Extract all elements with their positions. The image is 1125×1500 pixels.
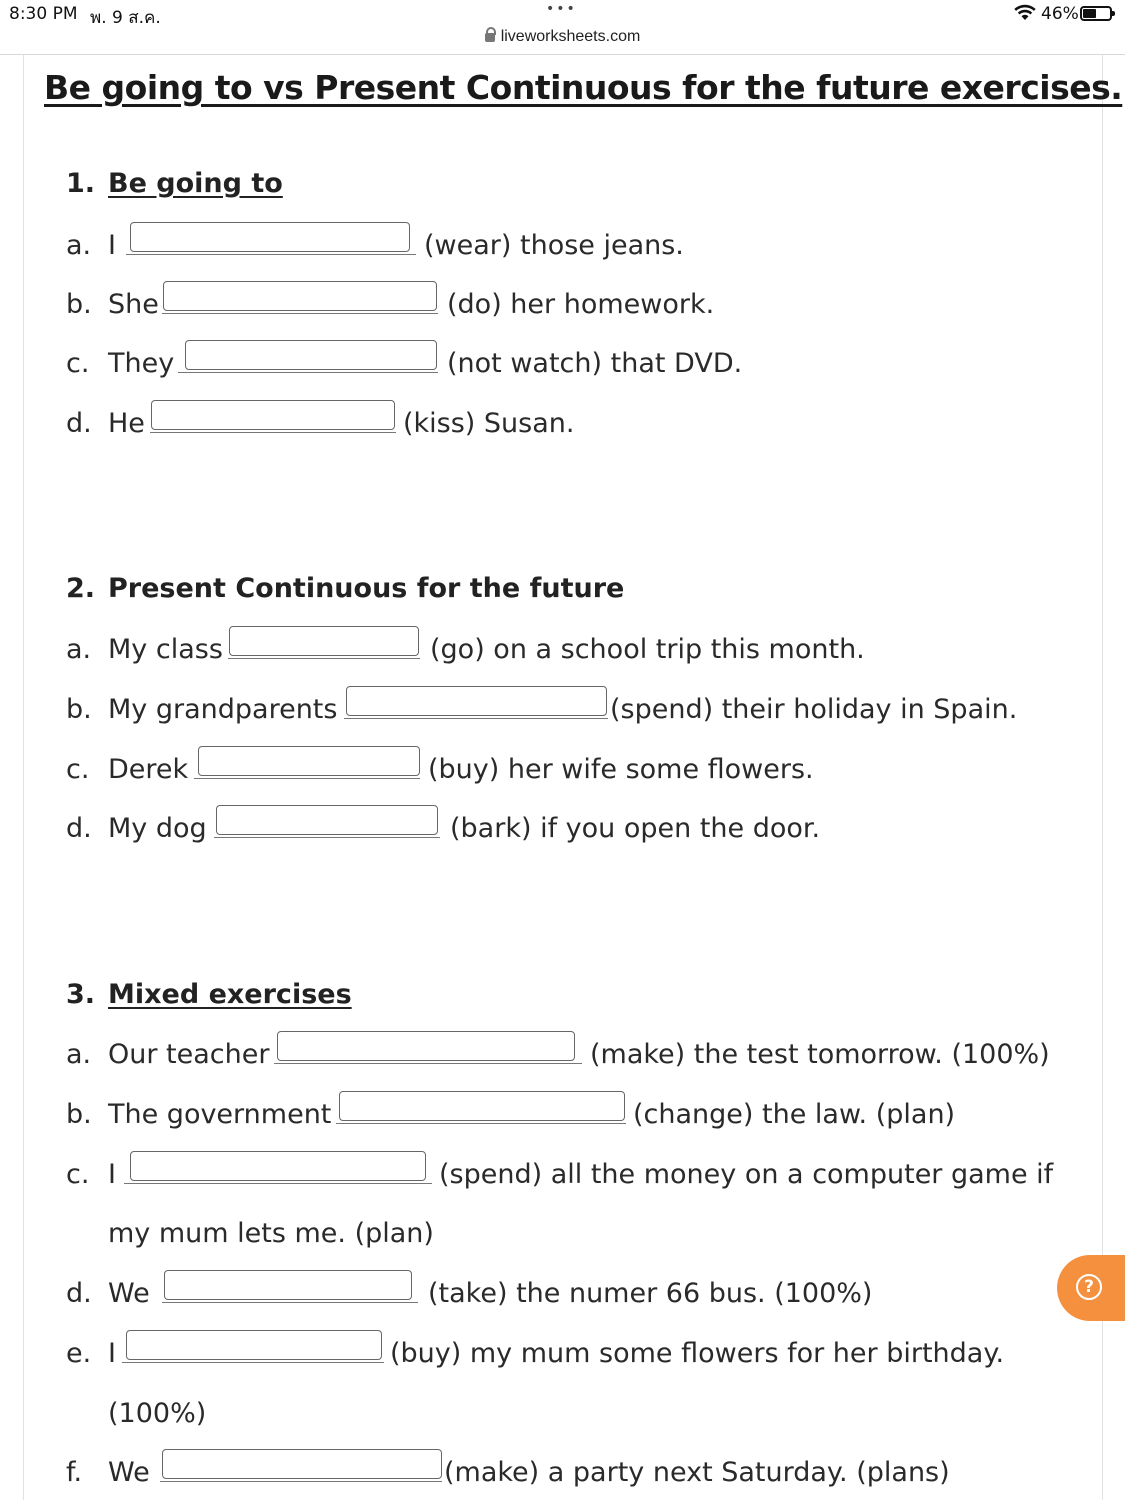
item-letter: e.: [66, 1338, 92, 1369]
answer-line: [122, 1362, 384, 1363]
answer-input[interactable]: [229, 626, 419, 656]
item-prompt: (do) her homework.: [447, 289, 715, 320]
item-prompt: (go) on a school trip this month.: [430, 634, 865, 665]
item-subject: My class: [108, 634, 223, 665]
section-heading: [66, 573, 624, 604]
item-letter: c.: [66, 1159, 90, 1190]
item-letter: d.: [66, 1278, 92, 1309]
answer-input[interactable]: [198, 746, 420, 776]
item-subject: My grandparents: [108, 694, 338, 725]
answer-line: [126, 254, 416, 255]
section-number: 1.: [66, 168, 96, 199]
section-title: Be going to: [108, 168, 283, 199]
item-letter: b.: [66, 289, 92, 320]
item-prompt: (make) the test tomorrow. (100%): [590, 1039, 1050, 1070]
item-subject: We: [108, 1278, 150, 1309]
answer-line: [228, 658, 420, 659]
item-subject: I: [108, 230, 116, 261]
item-letter: c.: [66, 754, 90, 785]
answer-line: [336, 1123, 626, 1124]
item-subject: The government: [108, 1099, 332, 1130]
item-letter: a.: [66, 634, 92, 665]
answer-input[interactable]: [216, 805, 438, 835]
answer-input[interactable]: [151, 400, 395, 430]
item-prompt: (spend) their holiday in Spain.: [610, 694, 1018, 725]
answer-line: [274, 1063, 582, 1064]
item-continuation: my mum lets me. (plan): [108, 1218, 434, 1249]
item-prompt: (spend) all the money on a computer game if: [439, 1159, 1054, 1190]
answer-input[interactable]: [130, 222, 410, 252]
battery-icon: [1080, 6, 1112, 21]
status-time: 8:30 PM: [9, 4, 78, 24]
section-title: Mixed exercises: [108, 979, 352, 1010]
item-subject: I: [108, 1338, 116, 1369]
wifi-icon: [1014, 4, 1036, 22]
item-letter: a.: [66, 1039, 92, 1070]
answer-input[interactable]: [164, 1270, 412, 1300]
item-prompt: (buy) her wife some flowers.: [428, 754, 814, 785]
page-title: Be going to vs Present Continuous for the future exercises.: [44, 68, 1123, 107]
answer-input[interactable]: [346, 686, 607, 716]
item-subject: We: [108, 1457, 150, 1488]
item-prompt: (wear) those jeans.: [424, 230, 684, 261]
item-subject: Our teacher: [108, 1039, 270, 1070]
answer-line: [162, 313, 438, 314]
item-subject: He: [108, 408, 145, 439]
answer-input[interactable]: [277, 1031, 575, 1061]
item-subject: My dog: [108, 813, 207, 844]
url-text[interactable]: liveworksheets.com: [500, 28, 641, 45]
answer-input[interactable]: [126, 1330, 382, 1360]
help-button[interactable]: [1057, 1255, 1125, 1321]
answer-line: [124, 1183, 432, 1184]
battery-percent: 46%: [1041, 4, 1079, 24]
answer-line: [162, 1302, 418, 1303]
section-heading: [66, 168, 283, 199]
answer-input[interactable]: [339, 1091, 625, 1121]
item-subject: Derek: [108, 754, 189, 785]
status-bar: [0, 0, 1125, 28]
item-subject: They: [108, 348, 175, 379]
item-prompt: (change) the law. (plan): [633, 1099, 956, 1130]
item-letter: c.: [66, 348, 90, 379]
item-subject: I: [108, 1159, 116, 1190]
item-letter: a.: [66, 230, 92, 261]
help-icon: ?: [1076, 1274, 1102, 1300]
status-date: พ. 9 ส.ค.: [90, 8, 161, 28]
url-bar[interactable]: [0, 28, 1125, 54]
answer-input[interactable]: [162, 1449, 442, 1479]
item-letter: b.: [66, 694, 92, 725]
answer-input[interactable]: [130, 1151, 426, 1181]
item-prompt: (take) the numer 66 bus. (100%): [428, 1278, 873, 1309]
item-prompt: (make) a party next Saturday. (plans): [444, 1457, 950, 1488]
item-continuation: (100%): [108, 1398, 207, 1429]
item-letter: d.: [66, 408, 92, 439]
answer-line: [178, 372, 438, 373]
item-letter: b.: [66, 1099, 92, 1130]
item-subject: She: [108, 289, 159, 320]
answer-input[interactable]: [163, 281, 437, 311]
item-prompt: (not watch) that DVD.: [447, 348, 743, 379]
answer-input[interactable]: [185, 340, 437, 370]
lock-icon: [485, 33, 495, 42]
section-number: 3.: [66, 979, 96, 1010]
section-title: Present Continuous for the future: [108, 573, 625, 604]
answer-line: [194, 778, 420, 779]
item-letter: f.: [66, 1457, 83, 1488]
section-heading: [66, 979, 352, 1010]
answer-line: [150, 432, 396, 433]
item-letter: d.: [66, 813, 92, 844]
answer-line: [214, 837, 440, 838]
answer-line: [344, 718, 608, 719]
answer-line: [160, 1481, 442, 1482]
item-prompt: (buy) my mum some flowers for her birthday.: [390, 1338, 1005, 1369]
multitasking-dots[interactable]: •••: [546, 1, 577, 17]
item-prompt: (bark) if you open the door.: [450, 813, 821, 844]
section-number: 2.: [66, 573, 96, 604]
item-prompt: (kiss) Susan.: [403, 408, 575, 439]
